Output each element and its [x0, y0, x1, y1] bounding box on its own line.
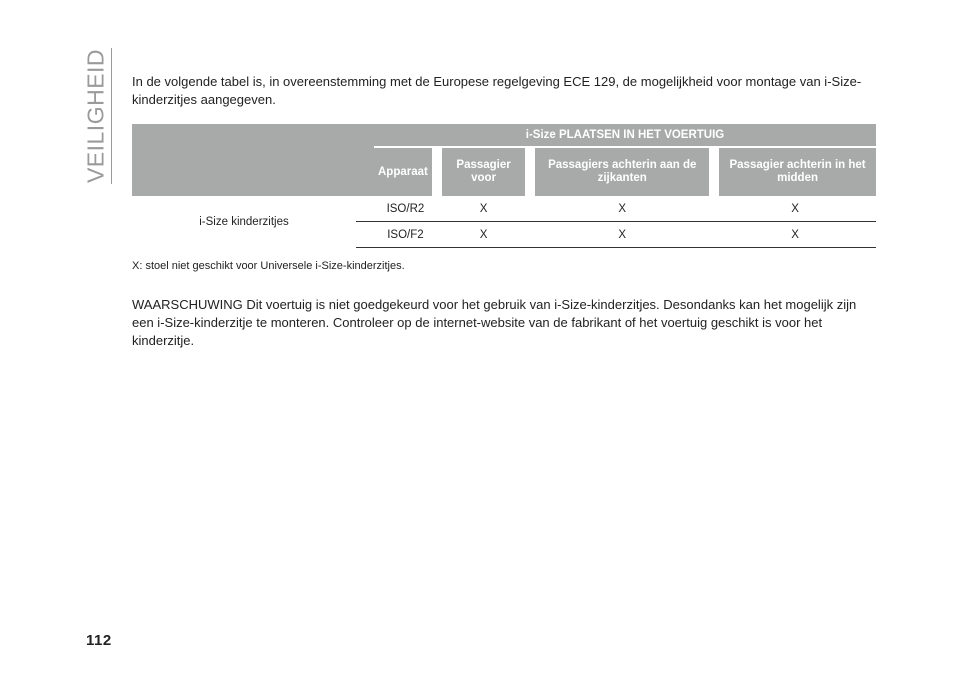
column-header-device: Apparaat	[374, 147, 437, 196]
cell-device: ISO/R2	[374, 196, 437, 222]
cell-rear-middle: X	[714, 196, 876, 222]
isize-table	[132, 124, 876, 248]
column-header-front: Passagier voor	[437, 147, 530, 196]
cell-spacer	[356, 196, 374, 222]
cell-rear-sides: X	[530, 196, 714, 222]
group-header: i-Size PLAATSEN IN HET VOERTUIG	[374, 124, 876, 147]
intro-paragraph: In de volgende tabel is, in overeenstemming met de Europese regelgeving ECE 129, de mogelijkheid voor montage van i-Size-kinderzitjes aangegeven.	[132, 74, 862, 107]
column-header-rear-sides: Passagiers achterin aan de zijkanten	[530, 147, 714, 196]
cell-device: ISO/F2	[374, 222, 437, 248]
section-title-text: VEILIGHEID	[82, 48, 109, 183]
section-divider	[111, 48, 112, 184]
table-footnote: X: stoel niet geschikt voor Universele i-Size-kinderzitjes.	[132, 260, 405, 272]
cell-rear-middle: X	[714, 222, 876, 248]
table-gap	[356, 124, 374, 196]
cell-spacer	[356, 222, 374, 248]
warning-paragraph: WAARSCHUWING Dit voertuig is niet goedgekeurd voor het gebruik van i-Size-kinderzitjes. Desondanks kan het mogelijk zijn een i-Size-kinderzitje te monteren. Controleer op de internet-website van de fabrikant of het voertuig geschikt is voor het kinderzitje.	[132, 297, 857, 348]
cell-rear-sides: X	[530, 222, 714, 248]
column-header-rear-middle: Passagier achterin in het midden	[714, 147, 876, 196]
cell-front: X	[437, 222, 530, 248]
table-corner-cell	[132, 124, 356, 196]
cell-front: X	[437, 196, 530, 222]
table-row	[132, 196, 876, 222]
section-title	[82, 48, 109, 183]
page-number: 112	[86, 632, 112, 649]
row-label: i-Size kinderzitjes	[199, 215, 289, 228]
